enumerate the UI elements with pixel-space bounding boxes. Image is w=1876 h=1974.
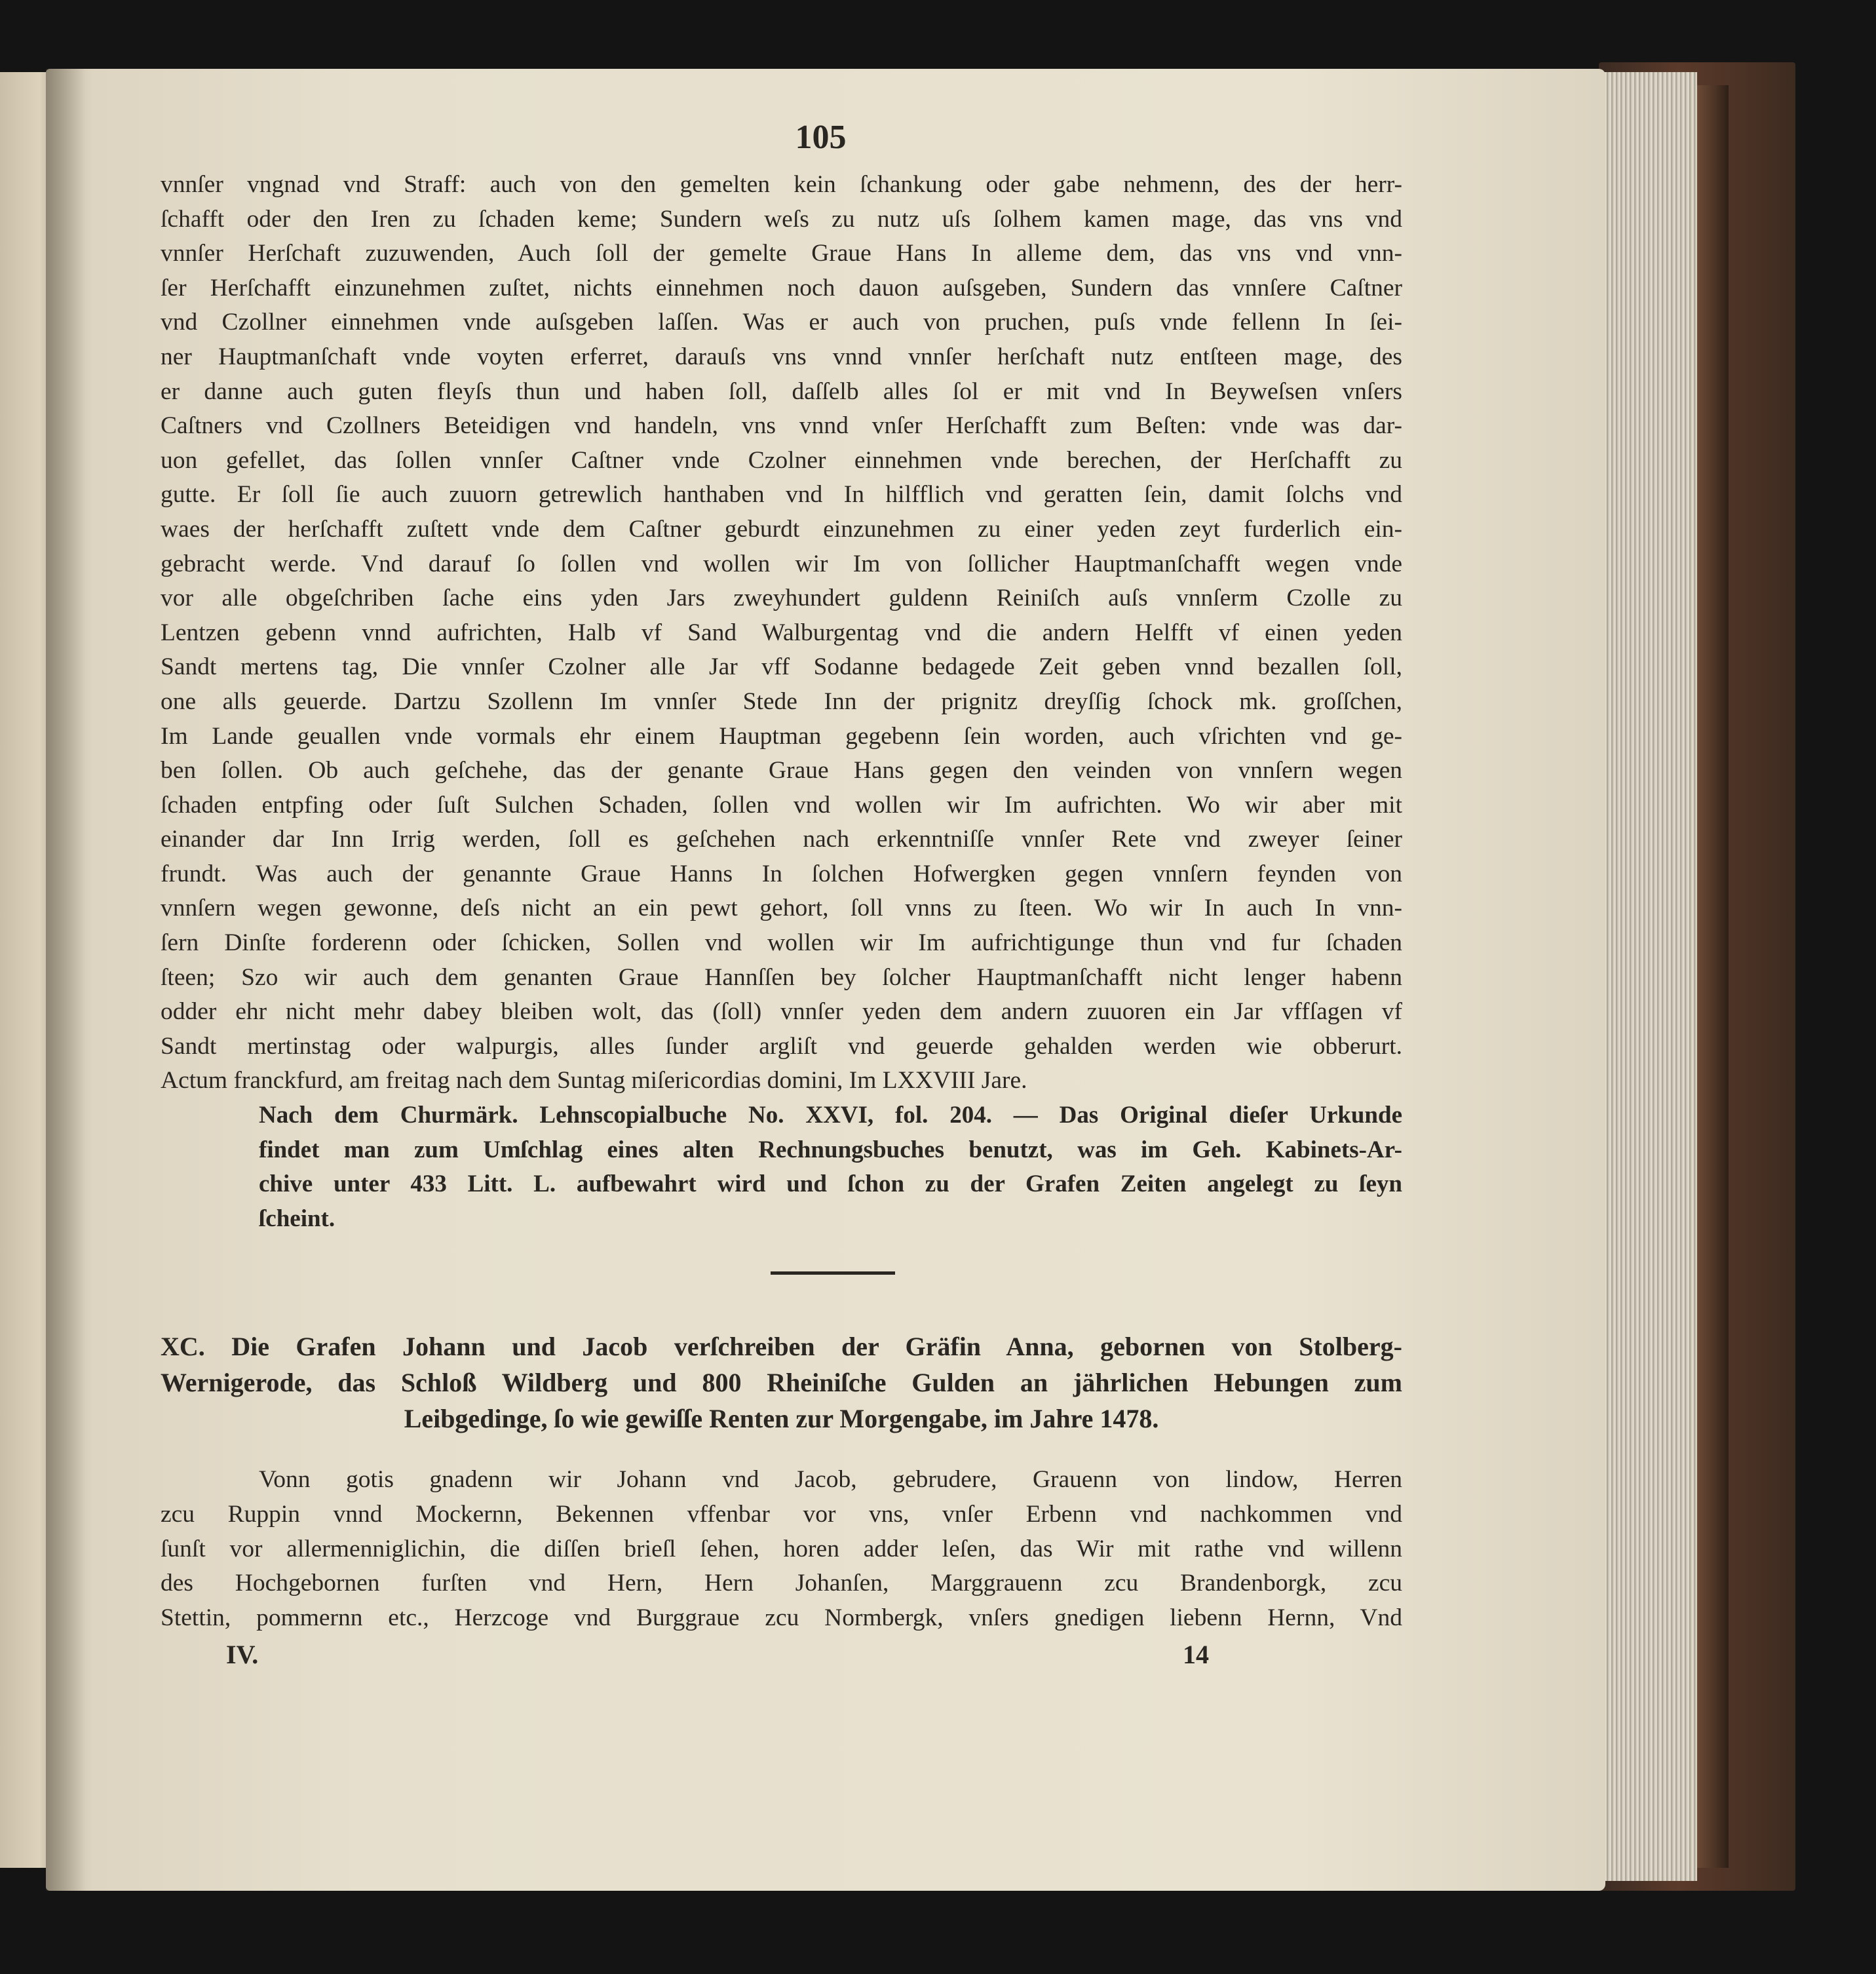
body-line: ſer Herſchafft einzunehmen zuſtet, nichts einnehmen noch dauon auſsgeben, Sundern das vnnſere Caſtner xyxy=(161,274,1402,301)
body-line: einander dar Inn Irrig werden, ſoll es geſchehen nach erkenntniſſe vnnſer Rete vnd zweyer ſeiner xyxy=(161,826,1402,853)
note-line: findet man zum Umſchlag eines alten Rechnungsbuches benutzt, was im Geh. Kabinets-Ar- xyxy=(259,1136,1402,1163)
body-line: zcu Ruppin vnnd Mockernn, Bekennen vffenbar vor vns, vnſer Erbenn vnd nachkommen vnd xyxy=(161,1501,1402,1528)
section-body xyxy=(161,1463,1402,1635)
body-line: ben ſollen. Ob auch geſchehe, das der genante Graue Hans gegen den veinden von vnnſern wegen xyxy=(161,757,1402,784)
body-line: er danne auch guten fleyſs thun und haben ſoll, daſſelb alles ſol er mit vnd In Beyweſsen vnſers xyxy=(161,377,1402,405)
body-line: ſchaden entpfing oder ſuſt Sulchen Schaden, ſollen vnd wollen wir Im aufrichten. Wo wir aber mit xyxy=(161,791,1402,819)
body-text xyxy=(161,168,1402,1098)
body-line: Sandt mertinstag oder walpurgis, alles ſunder argliſt vnd geuerde gehalden werden wie obberurt. xyxy=(161,1032,1402,1060)
sheet-number: 14 xyxy=(1183,1640,1209,1670)
body-line: Lentzen gebenn vnnd aufrichten, Halb vf Sand Walburgentag vnd die andern Helfft vf einen yeden xyxy=(161,619,1402,646)
body-line: waes der herſchafft zuſtett vnde dem Caſtner geburdt einzunehmen zu einer yeden zeyt furderlich ein- xyxy=(161,515,1402,543)
body-line: vnnſer Herſchaft zuzuwenden, Auch ſoll der gemelte Graue Hans In alleme dem, das vns vnd vnn- xyxy=(161,240,1402,267)
note-line: ſcheint. xyxy=(259,1205,335,1232)
body-line: vor alle obgeſchriben ſache eins yden Jars zweyhundert guldenn Reiniſch auſs vnnſerm Czolle zu xyxy=(161,585,1402,612)
heading-line: Leibgedinge, ſo wie gewiſſe Renten zur Morgengabe, im Jahre 1478. xyxy=(404,1404,1159,1434)
page-footer xyxy=(161,1635,1402,1674)
body-line: Caſtners vnd Czollners Beteidigen vnd handeln, vns vnnd vnſer Herſchafft zum Beſten: vnde was dar- xyxy=(161,412,1402,440)
body-line: ſern Dinſte forderenn oder ſchicken, Sollen vnd wollen wir Im aufrichtigunge thun vnd fur ſchaden xyxy=(161,929,1402,957)
body-line: vnd Czollner einnehmen vnde auſsgeben laſſen. Was er auch von pruchen, puſs vnde fellenn In ſei- xyxy=(161,309,1402,336)
section-divider xyxy=(771,1271,895,1275)
body-line: ſunſt vor allermenniglichin, die diſſen brieſl ſehen, horen adder leſen, das Wir mit rathe vnd willenn xyxy=(161,1535,1402,1562)
section-heading xyxy=(161,1328,1402,1437)
body-line: ner Hauptmanſchaft vnde voyten erferret, darauſs vns vnnd vnnſer herſchaft nutz entſteen mage, des xyxy=(161,343,1402,370)
heading-line: XC. Die Grafen Johann und Jacob verſchreiben der Gräfin Anna, gebornen von Stolberg- xyxy=(161,1332,1402,1362)
note-line: Nach dem Churmärk. Lehnscopialbuche No. XXVI, fol. 204. — Das Original dieſer Urkunde xyxy=(259,1102,1402,1129)
body-line: one alls geuerde. Dartzu Szollenn Im vnnſer Stede Inn der prignitz dreyſſig ſchock mk. groſſchen, xyxy=(161,687,1402,715)
body-line: Sandt mertens tag, Die vnnſer Czolner alle Jar vff Sodanne bedagede Zeit geben vnnd bezallen ſoll, xyxy=(161,653,1402,681)
body-line: ſteen; Szo wir auch dem genanten Graue Hannſſen bey ſolcher Hauptmanſchafft nicht lenger habenn xyxy=(161,963,1402,991)
signature-mark: IV. xyxy=(226,1640,259,1670)
source-note xyxy=(161,1098,1402,1236)
body-line: frundt. Was auch der genannte Graue Hanns In ſolchen Hofwergken gegen vnnſern feynden von xyxy=(161,860,1402,887)
note-line: chive unter 433 Litt. L. aufbewahrt wird und ſchon zu der Grafen Zeiten angelegt zu ſeyn xyxy=(259,1171,1402,1198)
page-content xyxy=(161,111,1402,1674)
body-line: Actum franckfurd, am freitag nach dem Suntag miſericordias domini, Im LXXVIII Jare. xyxy=(161,1067,1027,1094)
heading-line: Wernigerode, das Schloß Wildberg und 800 Rheiniſche Gulden an jährlichen Hebungen zum xyxy=(161,1368,1402,1398)
body-line: Stettin, pommernn etc., Herzcoge vnd Burggraue zcu Normbergk, vnſers gnedigen liebenn Hernn, Vnd xyxy=(161,1604,1402,1631)
body-line: odder ehr nicht mehr dabey bleiben wolt, das (ſoll) vnnſer yeden dem andern zuuoren ein Jar vffſagen vf xyxy=(161,998,1402,1026)
body-line: gutte. Er ſoll ſie auch zuuorn getrewlich hanthaben vnd In hilfflich vnd geratten ſein, damit ſolchs vnd xyxy=(161,481,1402,509)
body-line: Im Lande geuallen vnde vormals ehr einem Hauptman gegebenn ſein worden, auch vſrichten vnd ge- xyxy=(161,722,1402,750)
body-line: Vonn gotis gnadenn wir Johann vnd Jacob, gebrudere, Grauenn von lindow, Herren xyxy=(259,1466,1402,1494)
body-line: des Hochgebornen furſten vnd Hern, Hern Johanſen, Marggrauenn zcu Brandenborgk, zcu xyxy=(161,1570,1402,1597)
page-number: 105 xyxy=(795,119,847,156)
body-line: gebracht werde. Vnd darauf ſo ſollen vnd wollen wir Im von ſollicher Hauptmanſchafft wegen vnde xyxy=(161,550,1402,577)
book-spine xyxy=(1697,85,1729,1868)
body-line: ſchafft oder den Iren zu ſchaden keme; Sundern weſs zu nutz uſs ſolhem kamen mage, das vns vnd xyxy=(161,205,1402,233)
body-line: uon gefellet, das ſollen vnnſer Caſtner vnde Czolner einnehmen vnde berechen, der Herſchafft zu xyxy=(161,446,1402,474)
body-line: vnnſer vngnad vnd Straff: auch von den gemelten kein ſchankung oder gabe nehmenn, des der herr- xyxy=(161,171,1402,198)
body-line: vnnſern wegen gewonne, deſs nicht an ein pewt gehort, ſoll vnns zu ſteen. Wo wir In auch In vnn- xyxy=(161,895,1402,922)
gutter-shadow xyxy=(46,69,85,1891)
